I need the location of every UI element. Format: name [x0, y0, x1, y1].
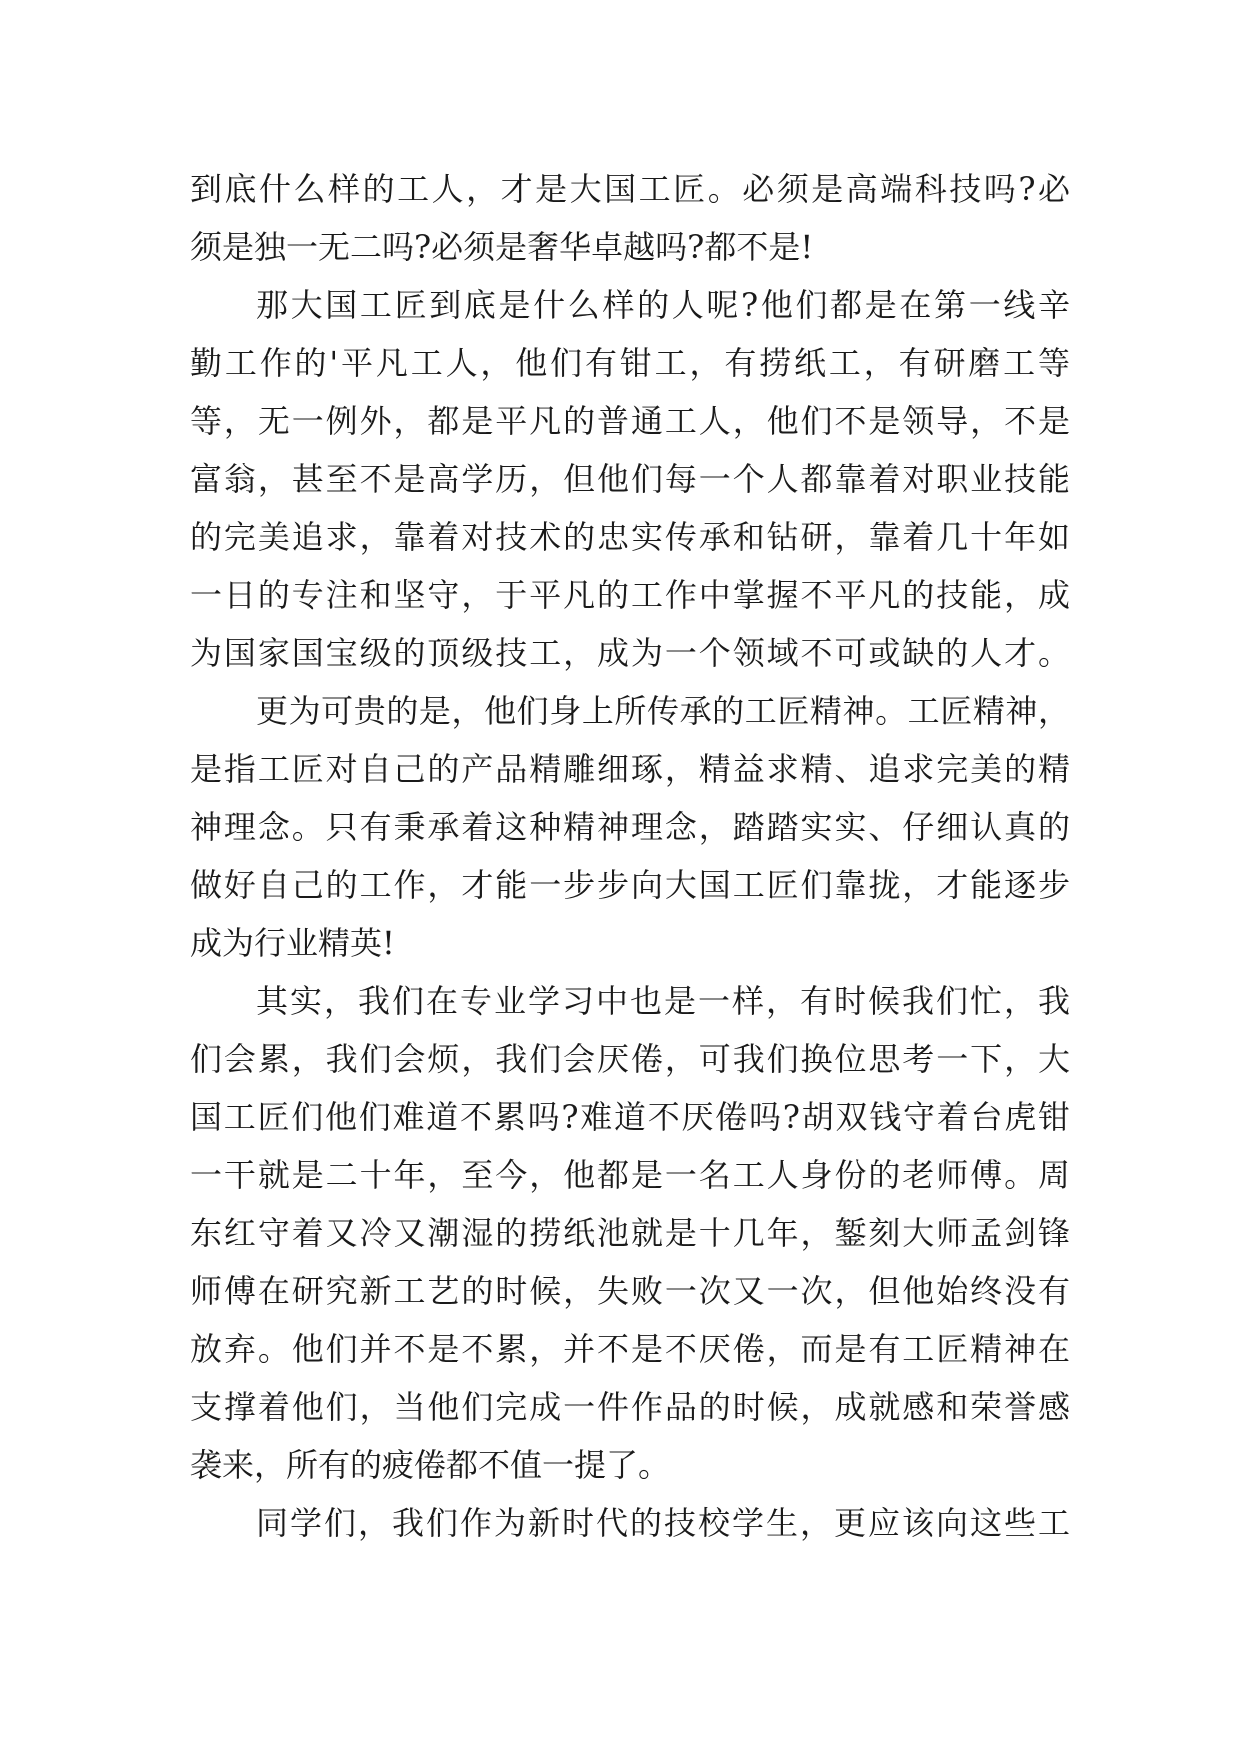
text-line: 是指工匠对自己的产品精雕细琢，精益求精、追求完美的精: [190, 750, 1070, 788]
text-line: 放弃。他们并不是不累，并不是不厌倦，而是有工匠精神在: [190, 1330, 1070, 1368]
text-line: 国工匠们他们难道不累吗?难道不厌倦吗?胡双钱守着台虎钳: [190, 1098, 1070, 1136]
text-line: 同学们，我们作为新时代的技校学生，更应该向这些工: [256, 1504, 1070, 1542]
document-body: [190, 160, 1070, 1552]
text-line: 支撑着他们，当他们完成一件作品的时候，成就感和荣誉感: [190, 1388, 1070, 1426]
text-line: 做好自己的工作，才能一步步向大国工匠们靠拢，才能逐步: [190, 866, 1070, 904]
text-line: 为国家国宝级的顶级技工，成为一个领域不可或缺的人才。: [190, 634, 1070, 672]
text-line: 到底什么样的工人，才是大国工匠。必须是高端科技吗?必: [190, 170, 1070, 208]
text-line: 等，无一例外，都是平凡的普通工人，他们不是领导，不是: [190, 402, 1070, 440]
text-line: 更为可贵的是，他们身上所传承的工匠精神。工匠精神，: [256, 692, 1070, 730]
text-line: 袭来，所有的疲倦都不值一提了。: [190, 1446, 671, 1484]
text-line: 富翁，甚至不是高学历，但他们每一个人都靠着对职业技能: [190, 460, 1070, 498]
text-line: 们会累，我们会烦，我们会厌倦，可我们换位思考一下，大: [190, 1040, 1070, 1078]
text-line: 一干就是二十年，至今，他都是一名工人身份的老师傅。周: [190, 1156, 1070, 1194]
text-line: 师傅在研究新工艺的时候，失败一次又一次，但他始终没有: [190, 1272, 1070, 1310]
text-line: 勤工作的'平凡工人，他们有钳工，有捞纸工，有研磨工等: [190, 344, 1070, 382]
text-line: 东红守着又冷又潮湿的捞纸池就是十几年，錾刻大师孟剑锋: [190, 1214, 1070, 1252]
text-line: 成为行业精英!: [190, 924, 395, 962]
text-line: 其实，我们在专业学习中也是一样，有时候我们忙，我: [256, 982, 1070, 1020]
text-line: 那大国工匠到底是什么样的人呢?他们都是在第一线辛: [256, 286, 1070, 324]
text-line: 须是独一无二吗?必须是奢华卓越吗?都不是!: [190, 228, 814, 266]
text-line: 的完美追求，靠着对技术的忠实传承和钻研，靠着几十年如: [190, 518, 1070, 556]
text-line: 一日的专注和坚守，于平凡的工作中掌握不平凡的技能，成: [190, 576, 1070, 614]
text-line: 神理念。只有秉承着这种精神理念，踏踏实实、仔细认真的: [190, 808, 1070, 846]
